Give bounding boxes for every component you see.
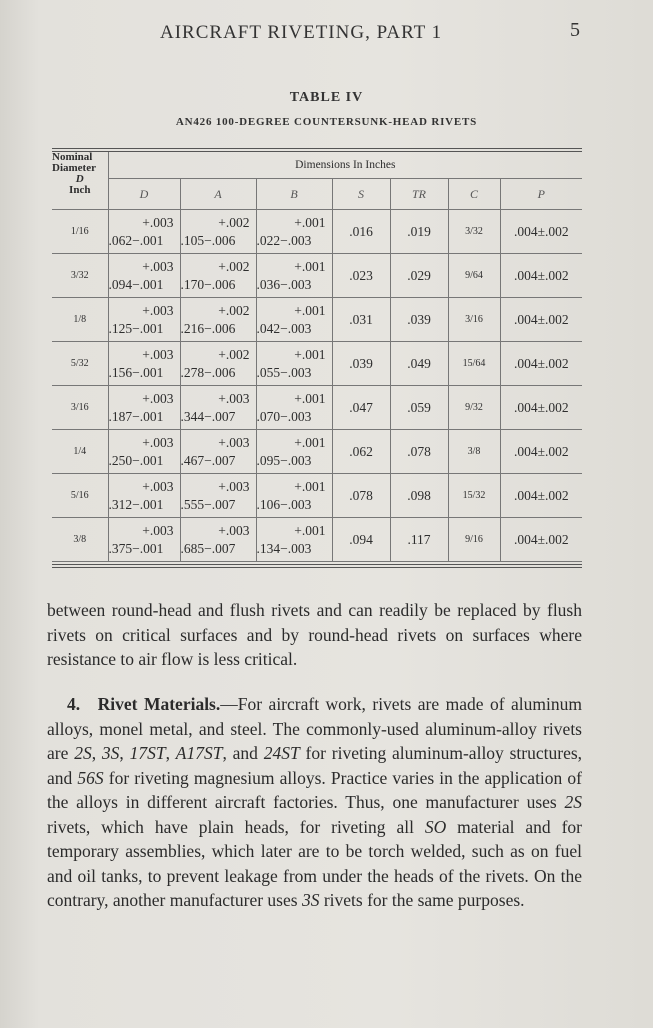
tolerance-plus: +.003 xyxy=(218,522,250,538)
dimension-value: .134−.003 xyxy=(256,540,312,556)
table-subtitle: AN426 100-DEGREE COUNTERSUNK-HEAD RIVETS xyxy=(175,116,478,128)
dimension-tr-cell: .059 xyxy=(390,386,448,430)
column-header-p: P xyxy=(500,179,582,210)
alloy-designation: 56S xyxy=(77,767,104,788)
alloy-designation: 2S xyxy=(74,743,92,763)
dimension-c-cell: 15/32 xyxy=(448,474,500,518)
text-segment: , xyxy=(165,743,176,763)
alloy-designation: 24ST xyxy=(263,743,300,763)
tolerance-plus: +.003 xyxy=(218,390,250,406)
nominal-diameter-cell: 1/16 xyxy=(52,210,108,254)
tolerance-plus: +.001 xyxy=(294,434,326,450)
dimension-tr-cell: .098 xyxy=(390,474,448,518)
dimension-d-cell xyxy=(108,210,180,254)
dimension-value: .042−.003 xyxy=(256,320,312,336)
column-header-s: S xyxy=(332,179,390,210)
dimension-value: .216−.006 xyxy=(180,320,236,336)
dimension-p-cell: .004±.002 xyxy=(500,430,582,474)
nominal-diameter-header xyxy=(52,152,108,210)
table-row xyxy=(52,210,582,254)
dimension-value: .187−.001 xyxy=(108,408,164,424)
dimension-p-cell: .004±.002 xyxy=(500,474,582,518)
dimension-tr-cell: .078 xyxy=(390,430,448,474)
alloy-designation: A17ST xyxy=(175,743,223,763)
dimension-tr-cell: .029 xyxy=(390,254,448,298)
dimension-d-cell xyxy=(108,254,180,298)
dimension-p-cell: .004±.002 xyxy=(500,342,582,386)
dimension-value: .062−.001 xyxy=(108,232,164,248)
table-row xyxy=(52,298,582,342)
dimension-value: .036−.003 xyxy=(256,276,312,292)
dimension-s-cell: .039 xyxy=(332,342,390,386)
dimension-d-cell xyxy=(108,474,180,518)
alloy-designation: SO xyxy=(424,816,447,837)
text-segment: rivets for the same purposes. xyxy=(319,890,525,910)
dimension-b-cell xyxy=(256,430,332,474)
dimension-b-cell xyxy=(256,386,332,430)
alloy-designation: 3S xyxy=(301,890,320,910)
inch-label: Inch xyxy=(69,184,91,196)
nominal-diameter-cell: 5/32 xyxy=(52,342,108,386)
running-header: AIRCRAFT RIVETING, PART 1 xyxy=(160,22,443,43)
alloy-designation: 2S xyxy=(564,792,582,812)
text-segment: for riveting magnesium alloys. Practice varies in the application of the alloys in different aircraft factories. Thus, one manufacturer uses xyxy=(47,767,582,812)
column-header-b: B xyxy=(256,179,332,210)
dimension-value: .250−.001 xyxy=(108,452,164,468)
tolerance-plus: +.003 xyxy=(142,214,174,230)
dimension-tr-cell: .117 xyxy=(390,518,448,562)
table-row xyxy=(52,254,582,298)
tolerance-plus: +.003 xyxy=(142,522,174,538)
column-header-c: C xyxy=(448,179,500,210)
dimension-d-cell xyxy=(108,342,180,386)
dimension-tr-cell: .049 xyxy=(390,342,448,386)
tolerance-plus: +.002 xyxy=(218,346,250,362)
dimension-value: .105−.006 xyxy=(180,232,236,248)
tolerance-plus: +.003 xyxy=(142,478,174,494)
dimension-value: .106−.003 xyxy=(256,496,312,512)
dimension-value: .278−.006 xyxy=(180,364,236,380)
tolerance-plus: +.003 xyxy=(142,302,174,318)
dimension-d-cell xyxy=(108,386,180,430)
section-heading: 4. Rivet Materials. xyxy=(67,694,221,714)
nominal-label: Nominal xyxy=(52,151,93,163)
dimension-p-cell: .004±.002 xyxy=(500,210,582,254)
alloy-designation: 17ST xyxy=(129,743,166,763)
dimension-tr-cell: .039 xyxy=(390,298,448,342)
text-segment: , xyxy=(119,743,130,763)
tolerance-plus: +.003 xyxy=(218,434,250,450)
tolerance-plus: +.003 xyxy=(142,390,174,406)
dimension-value: .094−.001 xyxy=(108,276,164,292)
dimension-p-cell: .004±.002 xyxy=(500,254,582,298)
tolerance-plus: +.001 xyxy=(294,478,326,494)
dimension-s-cell: .031 xyxy=(332,298,390,342)
dimension-p-cell: .004±.002 xyxy=(500,386,582,430)
tolerance-plus: +.003 xyxy=(218,478,250,494)
dimension-a-cell xyxy=(180,254,256,298)
paragraph-rivet-materials xyxy=(47,692,582,913)
dimension-a-cell xyxy=(180,210,256,254)
dimension-p-cell: .004±.002 xyxy=(500,298,582,342)
table-row xyxy=(52,342,582,386)
tolerance-plus: +.002 xyxy=(218,258,250,274)
text-segment: —For aircraft work, rivets are made of aluminum alloys, monel metal, and steel. The commonly-used aluminum-alloy rivets are xyxy=(47,694,582,763)
dimension-c-cell: 3/16 xyxy=(448,298,500,342)
dimension-s-cell: .094 xyxy=(332,518,390,562)
dimension-a-cell xyxy=(180,342,256,386)
tolerance-plus: +.001 xyxy=(294,258,326,274)
dimension-s-cell: .047 xyxy=(332,386,390,430)
tolerance-plus: +.003 xyxy=(142,258,174,274)
table-row xyxy=(52,430,582,474)
table-row xyxy=(52,518,582,562)
table-row xyxy=(52,386,582,430)
tolerance-plus: +.001 xyxy=(294,302,326,318)
table-row xyxy=(52,474,582,518)
page-number: 5 xyxy=(570,19,580,41)
dimension-b-cell xyxy=(256,474,332,518)
dimension-a-cell xyxy=(180,298,256,342)
column-header-a: A xyxy=(180,179,256,210)
dimension-p-cell: .004±.002 xyxy=(500,518,582,562)
table-body xyxy=(52,210,582,562)
dimension-a-cell xyxy=(180,430,256,474)
tolerance-plus: +.003 xyxy=(142,434,174,450)
tolerance-plus: +.001 xyxy=(294,214,326,230)
dimension-c-cell: 15/64 xyxy=(448,342,500,386)
dimension-a-cell xyxy=(180,386,256,430)
dimension-value: .467−.007 xyxy=(180,452,236,468)
dimension-value: .555−.007 xyxy=(180,496,236,512)
tolerance-plus: +.001 xyxy=(294,346,326,362)
tolerance-plus: +.003 xyxy=(142,346,174,362)
tolerance-plus: +.002 xyxy=(218,214,250,230)
tolerance-plus: +.001 xyxy=(294,390,326,406)
dimension-value: .156−.001 xyxy=(108,364,164,380)
dimension-value: .022−.003 xyxy=(256,232,312,248)
dimension-d-cell xyxy=(108,430,180,474)
nominal-diameter-cell: 1/4 xyxy=(52,430,108,474)
nominal-diameter-cell: 3/32 xyxy=(52,254,108,298)
nominal-diameter-cell: 3/16 xyxy=(52,386,108,430)
dimension-d-cell xyxy=(108,518,180,562)
dimension-d-cell xyxy=(108,298,180,342)
dimension-value: .095−.003 xyxy=(256,452,312,468)
dimension-a-cell xyxy=(180,518,256,562)
dimension-c-cell: 3/8 xyxy=(448,430,500,474)
column-header-tr: TR xyxy=(390,179,448,210)
dimension-b-cell xyxy=(256,342,332,386)
dimension-c-cell: 3/32 xyxy=(448,210,500,254)
d-label: D xyxy=(75,173,84,185)
nominal-diameter-cell: 1/8 xyxy=(52,298,108,342)
dimension-value: .685−.007 xyxy=(180,540,236,556)
alloy-designation: 3S xyxy=(101,743,120,763)
paragraph-body xyxy=(47,694,582,910)
dimension-value: .055−.003 xyxy=(256,364,312,380)
dimension-c-cell: 9/32 xyxy=(448,386,500,430)
dimensions-header: Dimensions In Inches xyxy=(108,152,582,179)
dimension-value: .312−.001 xyxy=(108,496,164,512)
column-header-d: D xyxy=(108,179,180,210)
nominal-diameter-cell: 5/16 xyxy=(52,474,108,518)
dimension-c-cell: 9/16 xyxy=(448,518,500,562)
dimension-s-cell: .062 xyxy=(332,430,390,474)
dimension-value: .125−.001 xyxy=(108,320,164,336)
paragraph-continuation: between round-head and flush rivets and can readily be replaced by flush rivets on critical surfaces and by round-head rivets on surfaces where resistance to air flow is less critical. xyxy=(47,600,582,669)
dimension-value: .070−.003 xyxy=(256,408,312,424)
dimension-value: .170−.006 xyxy=(180,276,236,292)
rivet-dimensions-table xyxy=(52,152,582,562)
dimension-a-cell xyxy=(180,474,256,518)
dimension-s-cell: .078 xyxy=(332,474,390,518)
diameter-label: Diameter xyxy=(52,162,96,174)
dimension-value: .344−.007 xyxy=(180,408,236,424)
dimension-b-cell xyxy=(256,254,332,298)
nominal-diameter-cell: 3/8 xyxy=(52,518,108,562)
table-bottom-rule-2 xyxy=(52,567,582,568)
dimension-s-cell: .016 xyxy=(332,210,390,254)
text-segment: for riveting aluminum-alloy structures, and xyxy=(47,743,583,788)
text-segment: rivets, which have plain heads, for riveting all xyxy=(47,816,425,837)
dimension-b-cell xyxy=(256,298,332,342)
dimension-b-cell xyxy=(256,210,332,254)
text-segment: , and xyxy=(222,743,264,763)
dimension-s-cell: .023 xyxy=(332,254,390,298)
text-segment: , xyxy=(91,743,102,763)
rivet-table-wrapper xyxy=(52,148,582,568)
table-title: TABLE IV xyxy=(289,90,364,105)
dimension-tr-cell: .019 xyxy=(390,210,448,254)
tolerance-plus: +.002 xyxy=(218,302,250,318)
dimension-c-cell: 9/64 xyxy=(448,254,500,298)
text-segment: material and for temporary assemblies, which later are to be torch welded, such as on fuel and oil tanks, to prevent leakage from under the heads of the rivets. On the contrary, another manufacturer uses xyxy=(47,816,582,910)
tolerance-plus: +.001 xyxy=(294,522,326,538)
dimension-value: .375−.001 xyxy=(108,540,164,556)
dimension-b-cell xyxy=(256,518,332,562)
